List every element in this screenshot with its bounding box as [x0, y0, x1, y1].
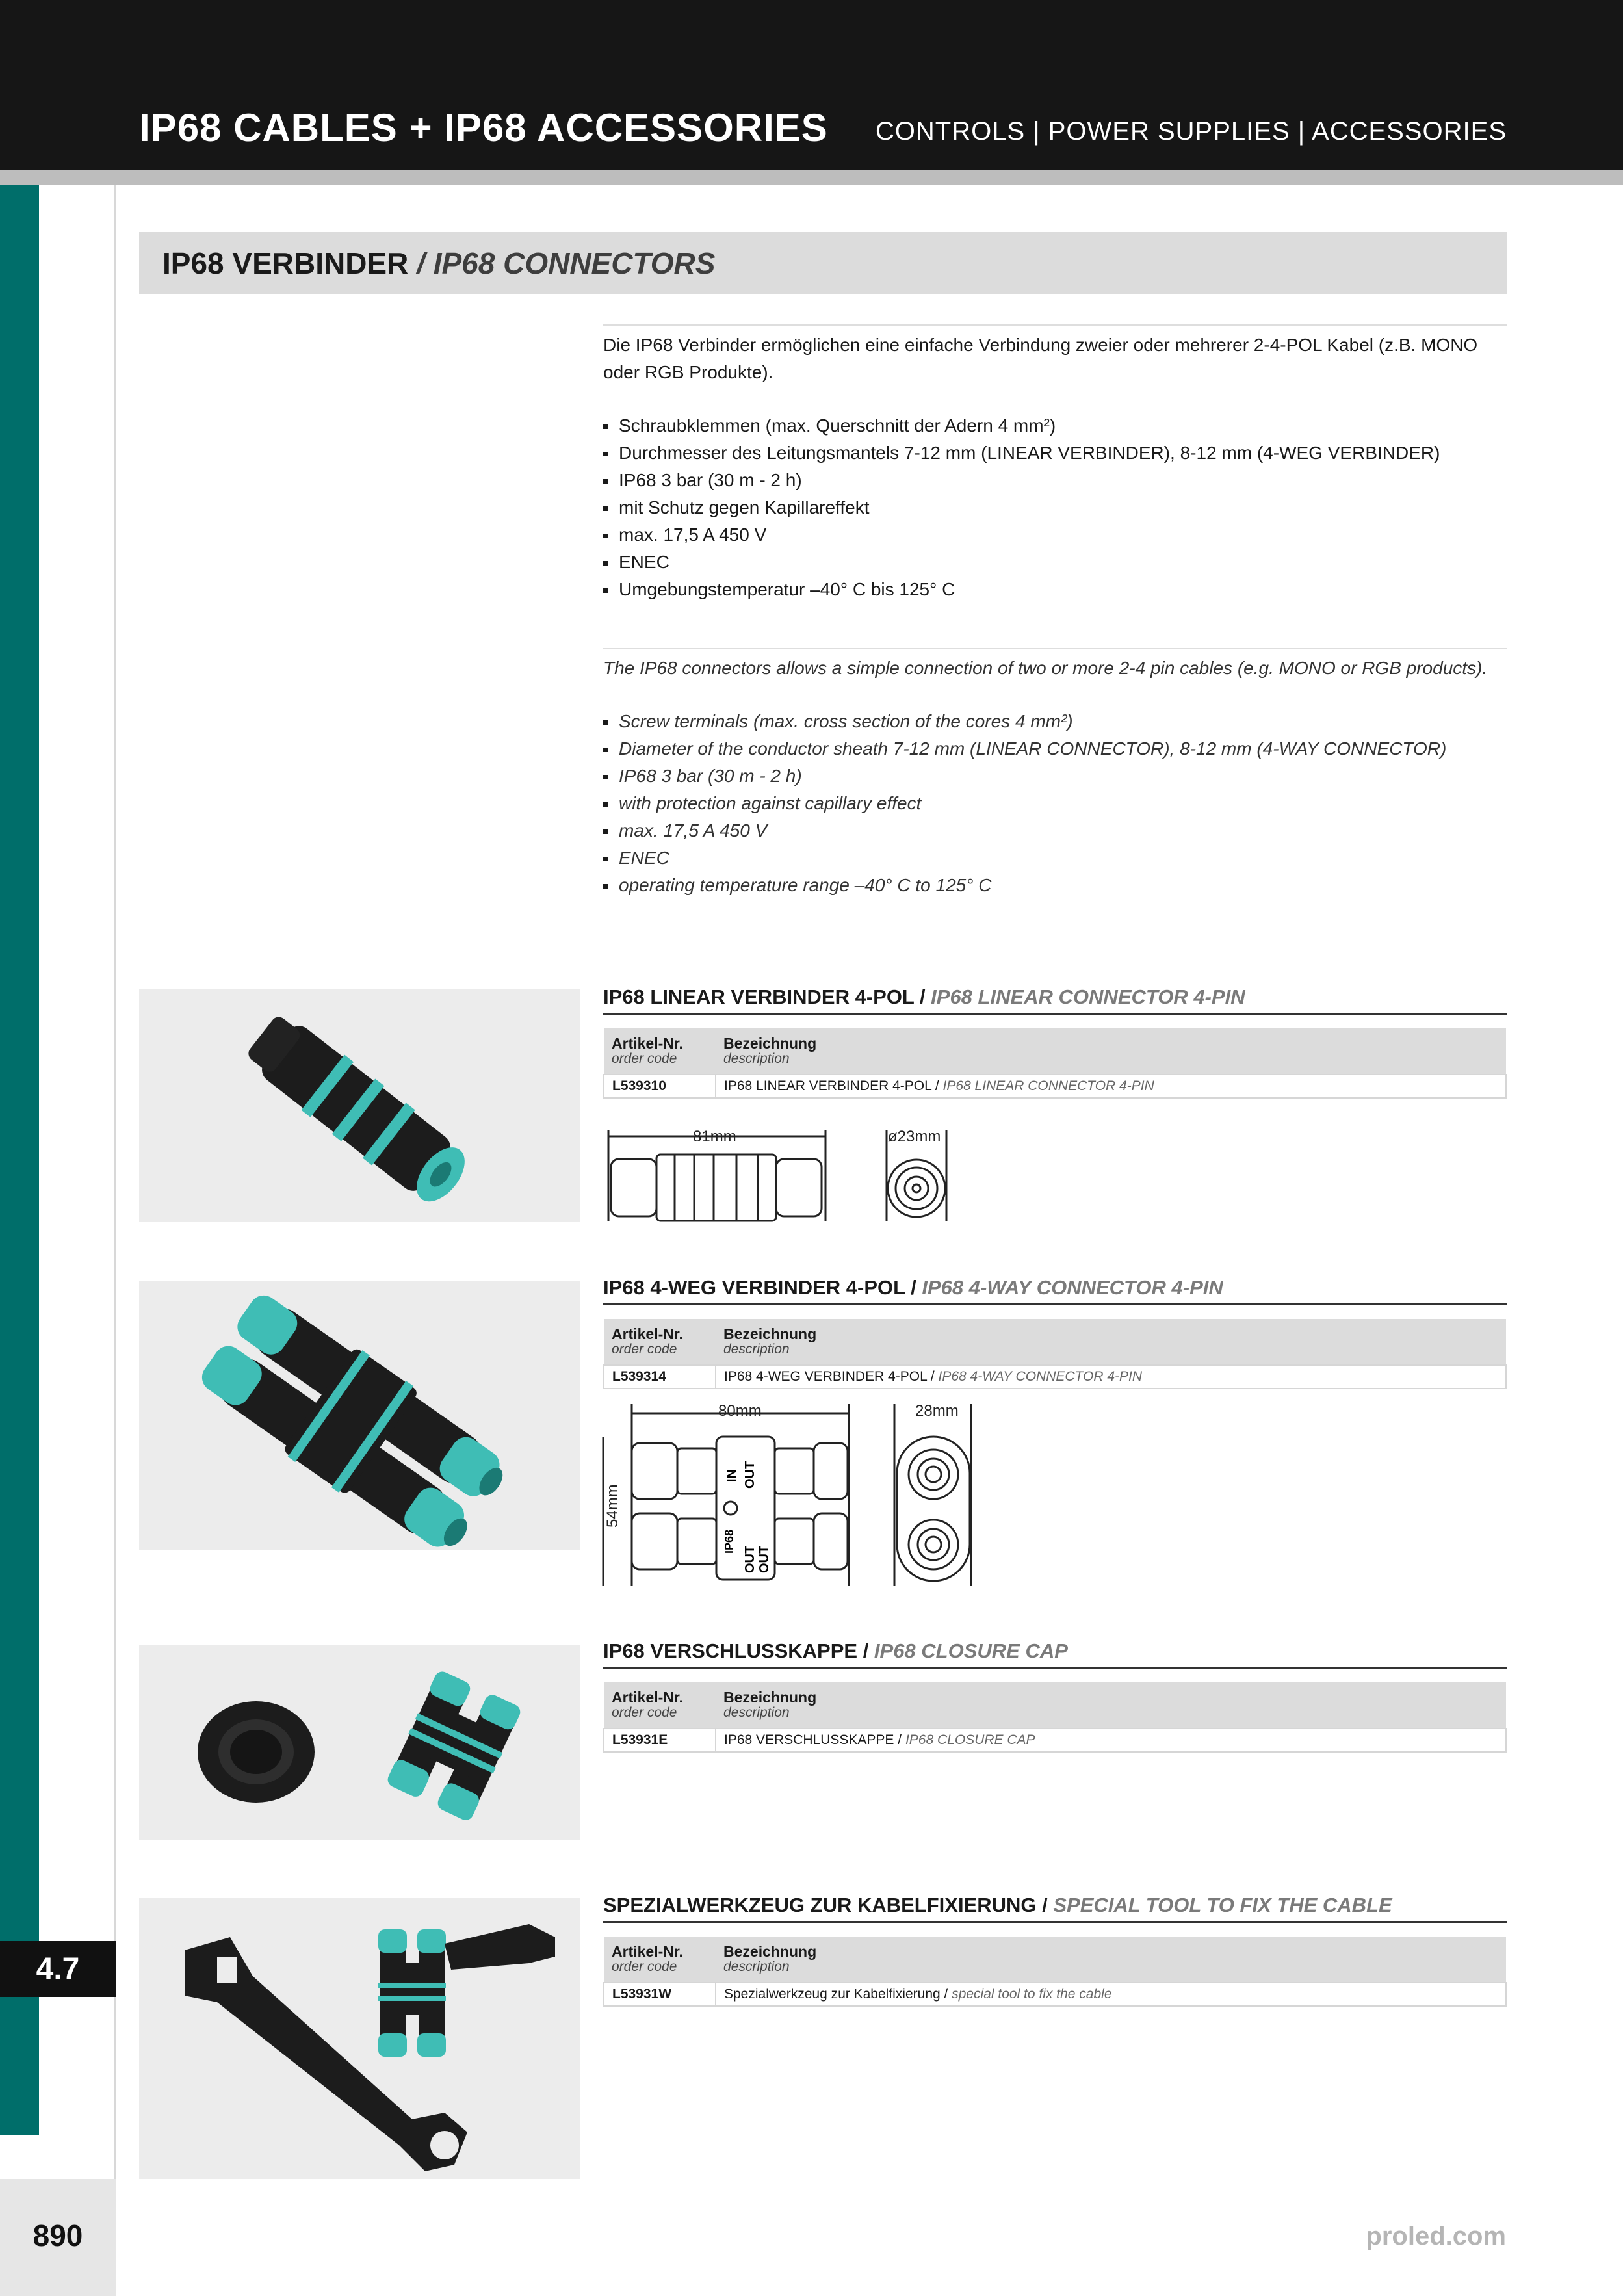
description-cell: IP68 4-WEG VERBINDER 4-POL / IP68 4-WAY CONNECTOR 4-PIN [716, 1365, 1506, 1389]
product-table-linear: Artikel-Nr. order code Bezeichnung description L539310 IP68 LINEAR VERBINDER 4-POL / IP68 LINEAR CONNECTOR 4-PIN [603, 1028, 1507, 1099]
bullet-item: max. 17,5 A 450 V [603, 817, 1513, 844]
product-title-rule [603, 1013, 1507, 1015]
intro-de-block [603, 332, 1507, 603]
order-code: L539310 [604, 1075, 716, 1098]
product-image-4way-connector [139, 1281, 580, 1550]
bullet-item: ENEC [603, 844, 1513, 872]
intro-de-text: Die IP68 Verbinder ermöglichen eine einfache Verbindung zweier oder mehrerer 2-4-POL Kabel (z.B. MONO oder RGB Produkte). [603, 335, 1478, 382]
dim-diameter: ø23mm [888, 1128, 941, 1145]
header-divider [0, 170, 1623, 185]
bullet-item: IP68 3 bar (30 m - 2 h) [603, 467, 1507, 494]
product-title-4way: IP68 4-WEG VERBINDER 4-POL / IP68 4-WAY CONNECTOR 4-PIN [603, 1276, 1223, 1299]
bullet-item: Durchmesser des Leitungsmantels 7-12 mm (LINEAR VERBINDER), 8-12 mm (4-WEG VERBINDER) [603, 439, 1507, 467]
product-title-rule [603, 1303, 1507, 1305]
product-title-closure-cap: IP68 VERSCHLUSSKAPPE / IP68 CLOSURE CAP [603, 1639, 1068, 1662]
description-cell: IP68 LINEAR VERBINDER 4-POL / IP68 LINEAR CONNECTOR 4-PIN [716, 1075, 1506, 1098]
description-cell: IP68 VERSCHLUSSKAPPE / IP68 CLOSURE CAP [716, 1729, 1506, 1752]
product-title-de: IP68 4-WEG VERBINDER 4-POL [603, 1276, 905, 1299]
table-row [604, 1983, 1506, 2006]
bullet-item: Schraubklemmen (max. Querschnitt der Adern 4 mm²) [603, 412, 1507, 439]
bullet-item: IP68 3 bar (30 m - 2 h) [603, 763, 1513, 790]
order-code: L53931E [604, 1729, 716, 1752]
drawing-label-out: OUT [743, 1461, 757, 1489]
product-table-closure-cap: Artikel-Nr. order code Bezeichnung description L53931E IP68 VERSCHLUSSKAPPE / IP68 CLOSURE CAP [603, 1682, 1507, 1753]
product-image-linear-connector [139, 989, 580, 1222]
table-row [604, 1365, 1506, 1389]
dim-height: 54mm [604, 1484, 621, 1528]
product-title-special-tool: SPEZIALWERKZEUG ZUR KABELFIXIERUNG / SPECIAL TOOL TO FIX THE CABLE [603, 1894, 1392, 1916]
product-title-linear: IP68 LINEAR VERBINDER 4-POL / IP68 LINEAR CONNECTOR 4-PIN [603, 985, 1245, 1008]
table-row [604, 1075, 1506, 1098]
intro-en-bullets [603, 708, 1513, 899]
product-title-en: IP68 LINEAR CONNECTOR 4-PIN [931, 985, 1245, 1008]
header-title: IP68 CABLES + IP68 ACCESSORIES [139, 106, 828, 150]
product-title-de: IP68 VERSCHLUSSKAPPE [603, 1639, 858, 1662]
product-title-rule [603, 1921, 1507, 1923]
bullet-item: mit Schutz gegen Kapillareffekt [603, 494, 1507, 521]
table-row [604, 1729, 1506, 1752]
bullet-item: operating temperature range –40° C to 125° C [603, 872, 1513, 899]
product-image-closure-cap [139, 1645, 580, 1840]
product-table-special-tool: Artikel-Nr. order code Bezeichnung description L53931W Spezialwerkzeug zur Kabelfixierung / special tool to fix the cable [603, 1937, 1507, 2007]
intro-en-rule [603, 648, 1507, 649]
chapter-color-bar [0, 185, 39, 2135]
product-title-en: IP68 4-WAY CONNECTOR 4-PIN [922, 1276, 1223, 1299]
header-nav: CONTROLS | POWER SUPPLIES | ACCESSORIES [875, 117, 1507, 146]
intro-en-block [603, 655, 1513, 899]
intro-de-bullets [603, 412, 1507, 603]
drawing-label-out: OUT [743, 1545, 757, 1573]
drawing-4way-connector [598, 1398, 988, 1593]
section-title-de: IP68 VERBINDER [162, 246, 409, 280]
bullet-item: with protection against capillary effect [603, 790, 1513, 817]
product-title-rule [603, 1667, 1507, 1669]
section-title-sep: / [408, 246, 434, 280]
intro-en-text: The IP68 connectors allows a simple connection of two or more 2-4 pin cables (e.g. MONO or RGB products). [603, 658, 1488, 678]
drawing-label-out: OUT [757, 1545, 772, 1573]
bullet-item: ENEC [603, 549, 1507, 576]
product-title-en: SPECIAL TOOL TO FIX THE CABLE [1053, 1894, 1392, 1916]
brand-url: proled.com [1366, 2222, 1506, 2250]
bullet-item: Umgebungstemperatur –40° C bis 125° C [603, 576, 1507, 603]
bullet-item: Screw terminals (max. cross section of the cores 4 mm²) [603, 708, 1513, 735]
product-image-special-tool [139, 1898, 580, 2179]
chapter-tab: 4.7 [0, 1941, 116, 1997]
product-title-de: IP68 LINEAR VERBINDER 4-POL [603, 985, 915, 1008]
dim-depth: 28mm [915, 1402, 959, 1420]
product-title-en: IP68 CLOSURE CAP [874, 1639, 1068, 1662]
product-title-de: SPEZIALWERKZEUG ZUR KABELFIXIERUNG [603, 1894, 1037, 1916]
drawing-label-in: IN [725, 1469, 739, 1482]
order-code: L539314 [604, 1365, 716, 1389]
dim-length: 81mm [693, 1128, 736, 1145]
section-title-en: IP68 CONNECTORS [433, 246, 716, 280]
description-cell: Spezialwerkzeug zur Kabelfixierung / special tool to fix the cable [716, 1983, 1506, 2006]
drawing-label-ip68: IP68 [723, 1529, 736, 1554]
order-code: L53931W [604, 1983, 716, 2006]
drawing-linear-connector [603, 1123, 967, 1231]
section-title [162, 246, 715, 281]
dim-length: 80mm [718, 1402, 762, 1420]
bullet-item: Diameter of the conductor sheath 7-12 mm (LINEAR CONNECTOR), 8-12 mm (4-WAY CONNECTOR) [603, 735, 1513, 763]
bullet-item: max. 17,5 A 450 V [603, 521, 1507, 549]
product-table-4way: Artikel-Nr. order code Bezeichnung description L539314 IP68 4-WEG VERBINDER 4-POL / IP68 4-WAY CONNECTOR 4-PIN [603, 1319, 1507, 1389]
intro-de-rule [603, 324, 1507, 326]
page-number: 890 [32, 2219, 83, 2252]
